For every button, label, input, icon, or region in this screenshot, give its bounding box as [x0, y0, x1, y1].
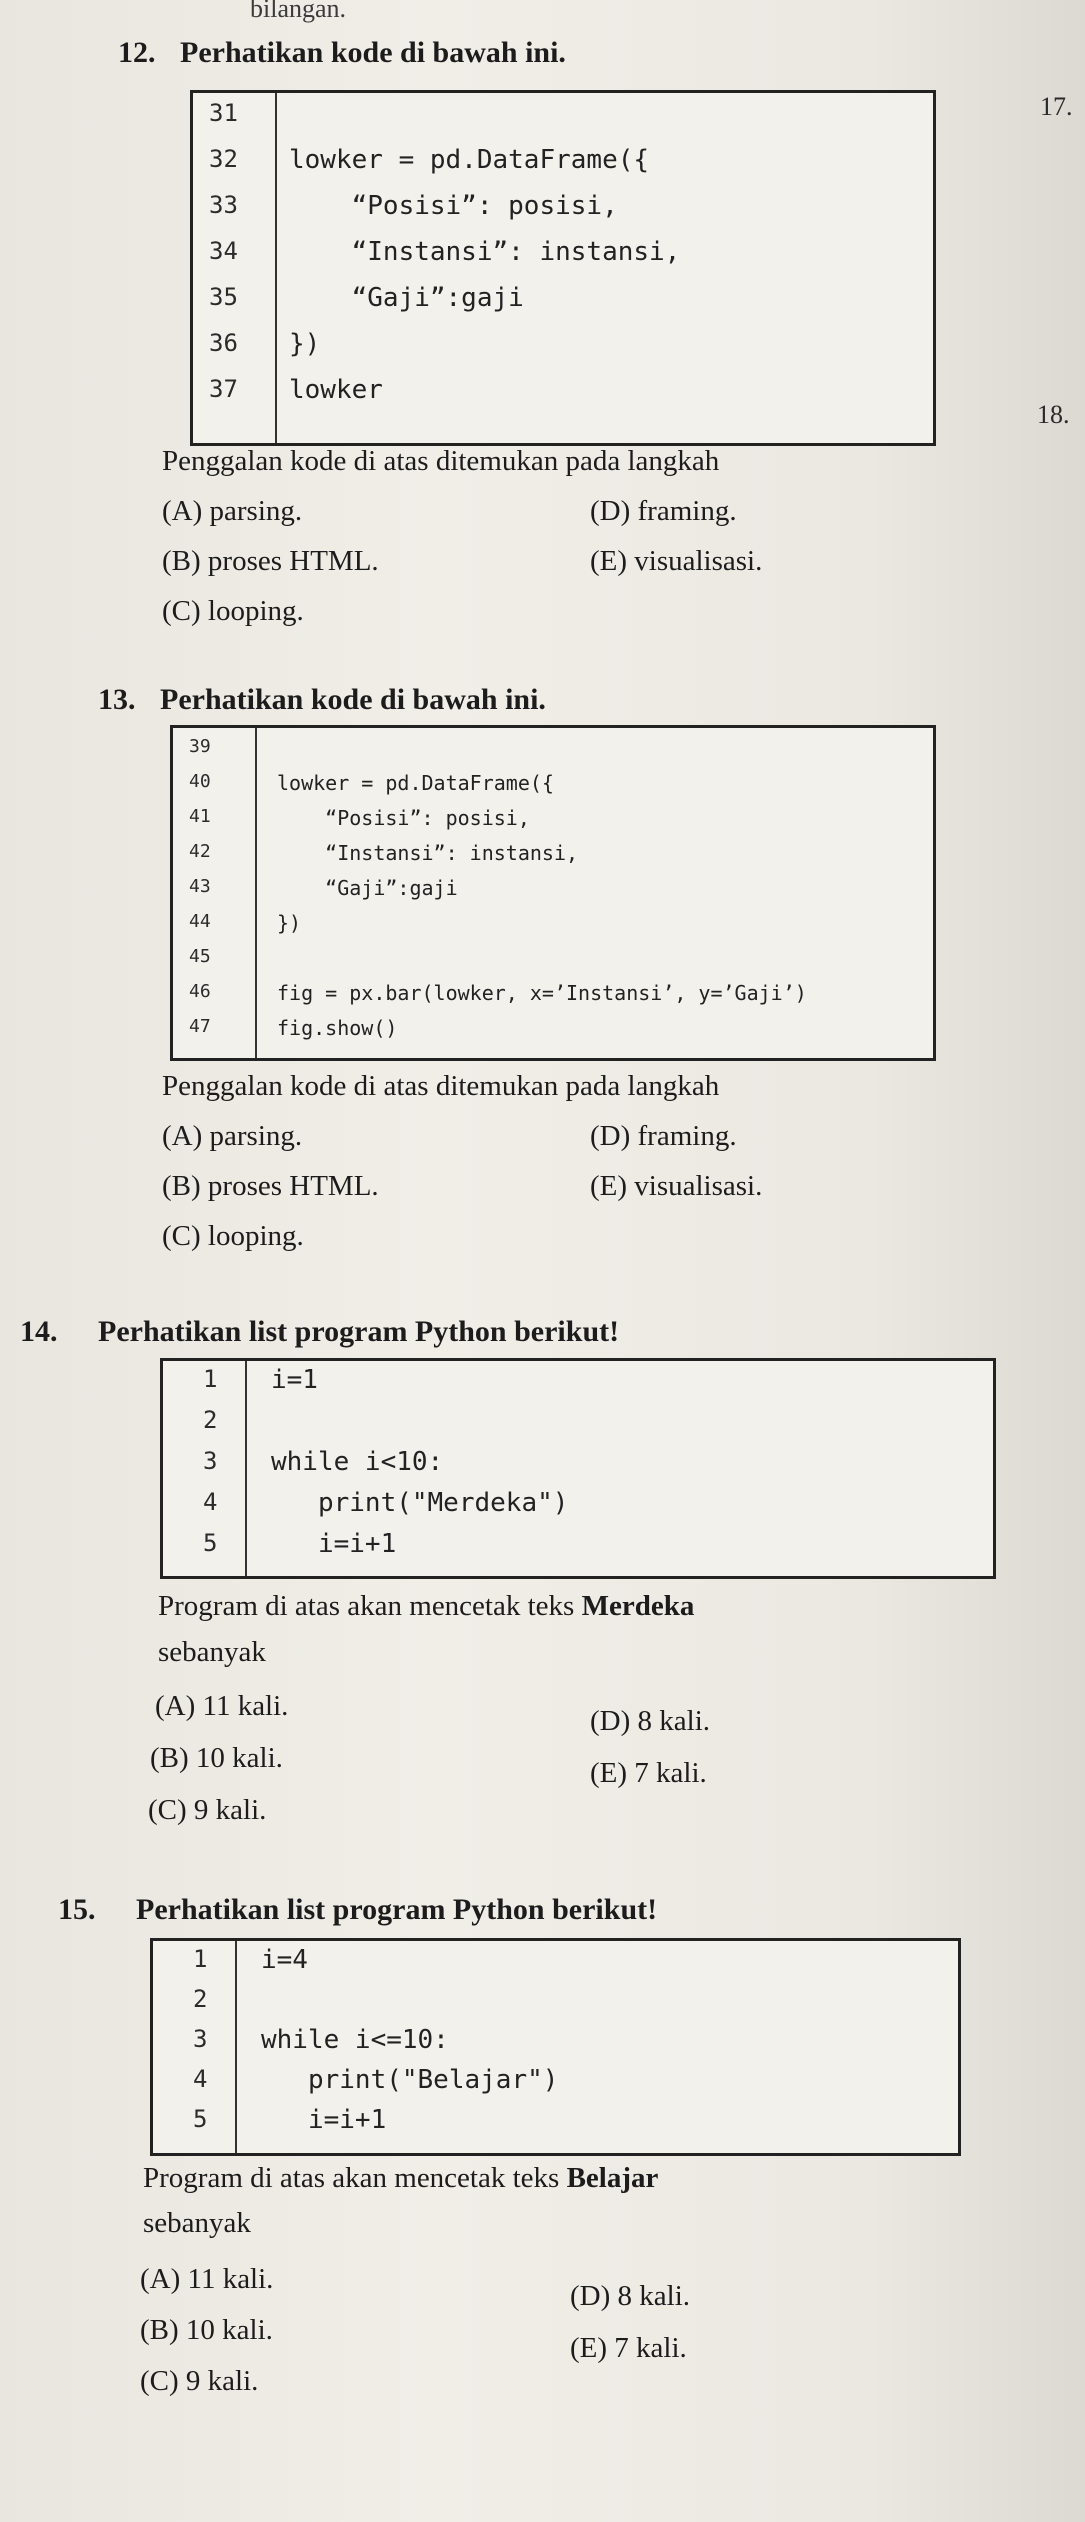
line-number: 37	[209, 375, 238, 403]
line-number: 1	[203, 1365, 218, 1393]
code-line: })	[289, 329, 321, 359]
question-stem: Penggalan kode di atas ditemukan pada langkah	[162, 1070, 720, 1102]
code-box	[190, 90, 936, 446]
line-number: 47	[189, 1016, 211, 1037]
question-number: 15.	[58, 1893, 96, 1926]
code-line: “Gaji”:gaji	[277, 876, 458, 900]
option-text: 8 kali.	[637, 1705, 711, 1737]
option-text: parsing.	[209, 1120, 303, 1152]
option-e[interactable]	[590, 1757, 707, 1790]
code-line: })	[277, 911, 302, 935]
option-label: (E)	[590, 1170, 628, 1202]
line-number: 44	[189, 911, 211, 932]
option-label: (D)	[590, 495, 631, 527]
option-label: (A)	[162, 1120, 203, 1152]
option-d[interactable]	[590, 495, 737, 528]
line-number: 35	[209, 283, 238, 311]
line-number: 41	[189, 806, 211, 827]
code-line: lowker = pd.DataFrame({	[289, 145, 650, 175]
line-number: 33	[209, 191, 238, 219]
option-b[interactable]	[162, 1170, 379, 1203]
line-number: 31	[209, 99, 238, 127]
option-c[interactable]	[140, 2365, 258, 2398]
option-text: visualisasi.	[634, 545, 763, 577]
option-a[interactable]	[162, 1120, 302, 1153]
option-a[interactable]	[162, 495, 302, 528]
question-number: 12.	[118, 36, 156, 69]
stem-keyword: Merdeka	[581, 1590, 695, 1622]
option-text: looping.	[207, 1220, 304, 1252]
question-instruction: Perhatikan list program Python berikut!	[136, 1893, 658, 1926]
line-number: 5	[193, 2105, 208, 2133]
option-text: framing.	[637, 1120, 737, 1152]
line-number: 3	[193, 2025, 208, 2053]
question-stem	[158, 1590, 694, 1623]
line-number: 3	[203, 1447, 218, 1475]
option-label: (A)	[162, 495, 203, 527]
question-title	[98, 683, 546, 717]
option-text: looping.	[207, 595, 304, 627]
code-line: i=i+1	[271, 1529, 397, 1559]
option-text: framing.	[637, 495, 737, 527]
line-number: 42	[189, 841, 211, 862]
code-line: fig = px.bar(lowker, x=’Instansi’, y=’Gaji’)	[277, 981, 807, 1005]
option-c[interactable]	[162, 1220, 304, 1253]
question-title	[20, 1315, 619, 1349]
code-box	[160, 1358, 996, 1579]
option-d[interactable]	[570, 2280, 690, 2313]
option-e[interactable]	[590, 1170, 762, 1203]
question-title	[58, 1893, 657, 1927]
line-number: 45	[189, 946, 211, 967]
option-text: proses HTML.	[207, 1170, 379, 1202]
code-line: while i<10:	[271, 1447, 444, 1477]
option-text: visualisasi.	[634, 1170, 763, 1202]
question-title	[118, 36, 566, 70]
option-label: (D)	[590, 1705, 631, 1737]
stem-prefix: Program di atas akan mencetak teks	[143, 2162, 567, 2194]
code-divider	[255, 728, 257, 1058]
code-box	[170, 725, 936, 1061]
question-stem-line2: sebanyak	[158, 1636, 266, 1668]
line-number: 4	[203, 1488, 218, 1516]
code-line: print("Merdeka")	[271, 1488, 569, 1518]
option-label: (C)	[140, 2365, 179, 2397]
line-number: 4	[193, 2065, 208, 2093]
option-e[interactable]	[570, 2332, 687, 2365]
code-line: i=i+1	[261, 2105, 387, 2135]
code-line: lowker	[289, 375, 383, 405]
header-partial-text: bilangan.	[250, 0, 347, 23]
option-d[interactable]	[590, 1705, 710, 1738]
option-text: 8 kali.	[617, 2280, 691, 2312]
line-number: 43	[189, 876, 211, 897]
option-label: (A)	[155, 1690, 196, 1722]
option-b[interactable]	[162, 545, 379, 578]
option-text: proses HTML.	[207, 545, 379, 577]
code-line: “Instansi”: instansi,	[277, 841, 579, 865]
option-text: 7 kali.	[614, 2332, 687, 2364]
option-e[interactable]	[590, 545, 762, 578]
option-label: (C)	[162, 595, 201, 627]
option-c[interactable]	[162, 595, 304, 628]
option-text: 11 kali.	[202, 1690, 289, 1722]
stem-keyword: Belajar	[566, 2162, 659, 2194]
option-label: (E)	[590, 1757, 628, 1789]
option-d[interactable]	[590, 1120, 737, 1153]
option-a[interactable]	[155, 1690, 288, 1723]
option-label: (A)	[140, 2263, 181, 2295]
option-label: (B)	[140, 2314, 179, 2346]
option-text: 9 kali.	[193, 1794, 267, 1826]
code-line: i=1	[271, 1365, 318, 1395]
question-instruction: Perhatikan kode di bawah ini.	[160, 683, 546, 716]
line-number: 1	[193, 1945, 208, 1973]
option-text: 9 kali.	[185, 2365, 259, 2397]
option-text: 7 kali.	[634, 1757, 707, 1789]
line-number: 40	[189, 771, 211, 792]
option-label: (D)	[570, 2280, 611, 2312]
code-line: “Posisi”: posisi,	[289, 191, 618, 221]
code-box	[150, 1938, 961, 2156]
option-label: (B)	[162, 545, 201, 577]
line-number: 36	[209, 329, 238, 357]
line-number: 2	[203, 1406, 218, 1434]
side-question-number-18: 18.	[1037, 400, 1070, 429]
code-line: lowker = pd.DataFrame({	[277, 771, 554, 795]
line-number: 2	[193, 1985, 208, 2013]
code-line: “Instansi”: instansi,	[289, 237, 681, 267]
question-stem	[143, 2162, 658, 2195]
question-stem: Penggalan kode di atas ditemukan pada langkah	[162, 445, 720, 477]
code-line: i=4	[261, 1945, 308, 1975]
option-text: 11 kali.	[187, 2263, 274, 2295]
line-number: 39	[189, 736, 211, 757]
option-c[interactable]	[148, 1794, 266, 1827]
line-number: 32	[209, 145, 238, 173]
question-instruction: Perhatikan kode di bawah ini.	[180, 36, 566, 69]
option-label: (B)	[162, 1170, 201, 1202]
code-line: fig.show()	[277, 1016, 398, 1040]
line-number: 46	[189, 981, 211, 1002]
option-b[interactable]	[140, 2314, 273, 2347]
question-number: 13.	[98, 683, 136, 716]
line-number: 34	[209, 237, 238, 265]
line-number: 5	[203, 1529, 218, 1557]
code-divider	[275, 93, 277, 443]
option-label: (B)	[150, 1742, 189, 1774]
option-text: 10 kali.	[195, 1742, 283, 1774]
option-label: (D)	[590, 1120, 631, 1152]
code-line: “Gaji”:gaji	[289, 283, 524, 313]
option-text: 10 kali.	[185, 2314, 273, 2346]
code-divider	[245, 1361, 247, 1576]
option-label: (E)	[570, 2332, 608, 2364]
option-b[interactable]	[150, 1742, 283, 1775]
option-text: parsing.	[209, 495, 303, 527]
option-label: (C)	[148, 1794, 187, 1826]
question-stem-line2: sebanyak	[143, 2207, 251, 2239]
question-number: 14.	[20, 1315, 58, 1348]
side-question-number-17: 17.	[1040, 92, 1073, 121]
code-divider	[235, 1941, 237, 2153]
option-a[interactable]	[140, 2263, 273, 2296]
option-label: (C)	[162, 1220, 201, 1252]
code-line: while i<=10:	[261, 2025, 449, 2055]
question-instruction: Perhatikan list program Python berikut!	[98, 1315, 620, 1348]
code-line: print("Belajar")	[261, 2065, 559, 2095]
stem-prefix: Program di atas akan mencetak teks	[158, 1590, 582, 1622]
code-line: “Posisi”: posisi,	[277, 806, 530, 830]
option-label: (E)	[590, 545, 628, 577]
